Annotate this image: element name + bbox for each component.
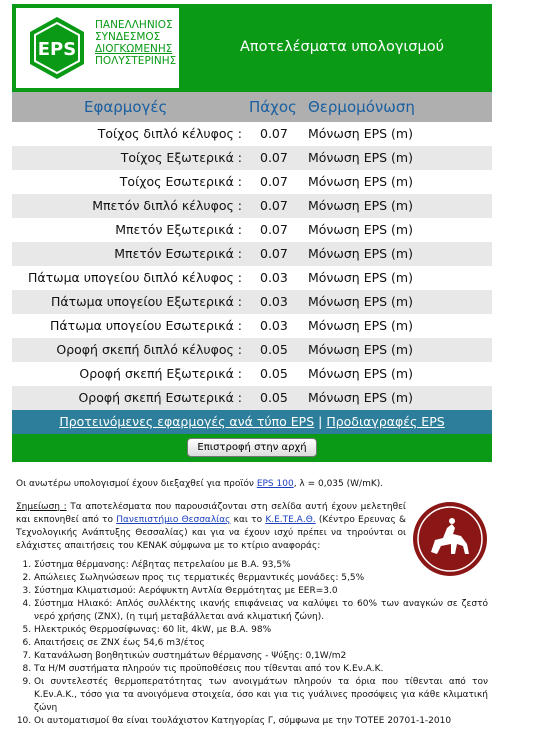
list-item: 7. Κατανάλωση βοηθητικών συστημάτων θέρμανσης - Ψύξης: 0,1W/m2: [34, 650, 488, 663]
table-header: [12, 92, 492, 122]
list-item: 5. Ηλεκτρικός Θερμοσίφωνας: 60 lit, 4kW, με Β.Α. 98%: [34, 624, 488, 637]
row-thickness: 0.05: [260, 390, 288, 405]
row-thickness: 0.03: [260, 294, 288, 309]
eps-logo[interactable]: [16, 8, 179, 88]
university-seal-icon: [411, 500, 489, 578]
list-item: 3. Σύστημα Κλιματισμού: Αερόψυκτη Αντλία Θερμότητας με EER=3.0: [34, 585, 488, 598]
row-thickness: 0.07: [260, 198, 288, 213]
row-application: Μπετόν Εξωτερικά :: [115, 222, 242, 237]
row-application: Οροφή σκεπή Εσωτερικά :: [78, 390, 242, 405]
row-insulation: Μόνωση EPS (m): [308, 222, 413, 237]
calc-note-suffix: , λ = 0,035 (W/mK).: [293, 479, 384, 489]
row-application: Τοίχος Εξωτερικά :: [120, 150, 242, 165]
row-application: Μπετόν διπλό κέλυφος :: [92, 198, 242, 213]
row-application: Πάτωμα υπογείου διπλό κέλυφος :: [27, 270, 242, 285]
row-insulation: Μόνωση EPS (m): [308, 318, 413, 333]
row-insulation: Μόνωση EPS (m): [308, 198, 413, 213]
row-application: Οροφή σκεπή διπλό κέλυφος :: [56, 342, 242, 357]
remark-text: Τα αποτελέσματα που παρουσιάζονται στη σελίδα αυτή έχουν μελετηθεί και εκπονηθεί από το: [16, 502, 406, 525]
keteath-link[interactable]: Κ.Ε.ΤΕ.Α.Θ.: [265, 515, 316, 525]
table-row: [12, 146, 492, 170]
row-thickness: 0.05: [260, 366, 288, 381]
row-thickness: 0.07: [260, 222, 288, 237]
page-header: [12, 4, 492, 92]
row-application: Οροφή σκεπή Εξωτερικά :: [79, 366, 242, 381]
column-header-applications: Εφαρμογές: [84, 98, 168, 116]
row-thickness: 0.07: [260, 150, 288, 165]
column-header-thickness: Πάχος: [249, 98, 297, 116]
table-row: [12, 290, 492, 314]
list-item: 1. Σύστημα θέρμανσης: Λέβητας πετρελαίου με Β.Α. 93,5%: [34, 559, 488, 572]
row-thickness: 0.03: [260, 318, 288, 333]
logo-brand-text: [95, 19, 176, 67]
list-item: 10. Οι αυτοματισμοί θα είναι τουλάχιστον Κατηγορίας Γ, σύμφωνα με την ΤΟΤΕΕ 20701-1-2010: [34, 715, 488, 728]
row-thickness: 0.07: [260, 174, 288, 189]
row-application: Πάτωμα υπογείου Εσωτερικά :: [50, 318, 242, 333]
table-row: [12, 362, 492, 386]
row-insulation: Μόνωση EPS (m): [308, 246, 413, 261]
calc-note-prefix: Οι ανωτέρω υπολογισμοί έχουν διεξαχθεί για προϊόν: [16, 479, 257, 489]
requirements-list: [16, 559, 488, 728]
recommended-applications-link[interactable]: Προτεινόμενες εφαρμογές ανά τύπο EPS: [59, 414, 315, 429]
remark-label: Σημείωση :: [16, 502, 67, 512]
eps-specifications-link[interactable]: Προδιαγραφές EPS: [326, 414, 445, 429]
list-item: 6. Απαιτήσεις σε ΖΝΧ έως 54,6 m3/έτος: [34, 637, 488, 650]
calculation-note: [16, 478, 488, 491]
row-insulation: Μόνωση EPS (m): [308, 294, 413, 309]
list-item: 2. Απώλειες Σωληνώσεων προς τις τερματικές θερμαντικές μονάδες: 5,5%: [34, 572, 488, 585]
eps-hexagon-icon: [24, 15, 90, 81]
row-thickness: 0.07: [260, 126, 288, 141]
links-separator: |: [314, 414, 327, 429]
table-row: [12, 194, 492, 218]
remark-paragraph: [16, 501, 406, 553]
row-insulation: Μόνωση EPS (m): [308, 342, 413, 357]
university-thessaly-link[interactable]: Πανεπιστήμιο Θεσσαλίας: [116, 515, 231, 525]
row-application: Τοίχος Εσωτερικά :: [119, 174, 242, 189]
row-insulation: Μόνωση EPS (m): [308, 270, 413, 285]
logo-badge-text: EPS: [37, 39, 77, 60]
row-thickness: 0.03: [260, 270, 288, 285]
row-thickness: 0.07: [260, 246, 288, 261]
row-application: Μπετόν Εσωτερικά :: [114, 246, 242, 261]
table-row: [12, 266, 492, 290]
row-insulation: Μόνωση EPS (m): [308, 150, 413, 165]
list-item: 8. Τα Η/Μ συστήματα πληρούν τις προϋποθέσεις που τίθενται από τον Κ.Εν.Α.Κ.: [34, 663, 488, 676]
table-row: [12, 170, 492, 194]
eps100-link[interactable]: EPS 100: [256, 479, 294, 489]
table-row: [12, 314, 492, 338]
list-item: 4. Σύστημα Ηλιακό: Απλός συλλέκτης ικανής επιφάνειας να καλύψει το 60% των αναγκών σε ζεστό νερό χρήσης (ΖΝΧ), (η τιμή μεταβάλλεται ανά κλιματική ζώνη).: [34, 598, 488, 624]
row-application: Τοίχος διπλό κέλυφος :: [97, 126, 242, 141]
table-row: [12, 242, 492, 266]
links-bar: [12, 410, 492, 434]
row-application: Πάτωμα υπογείου Εξωτερικά :: [50, 294, 242, 309]
row-insulation: Μόνωση EPS (m): [308, 174, 413, 189]
column-header-insulation: Θερμομόνωση: [308, 98, 415, 116]
row-insulation: Μόνωση EPS (m): [308, 366, 413, 381]
remark-text: (Κέντρο Ερευνας & Τεχνολογικής Ανάπτυξης Θεσσαλίας) και για να έχουν ισχύ πρέπει να τηρούνται οι ελάχιστες απαιτήσεις του ΚΕΝΑΚ σύμφωνα με το κτίριο αναφοράς:: [16, 515, 406, 551]
list-item: 9. Οι συντελεστές θερμοπερατότητας των ανοιγμάτων πληρούν τα όρια που τίθενται από τον Κ.Εν.Α.Κ., τόσο για τα ανοιγόμενα στοιχεία, όσο και για τις γυάλινες προσόψεις για κάθε κλιματική ζώνη: [34, 676, 488, 715]
logo-line: ΠΟΛΥΣΤΕΡΙΝΗΣ: [95, 55, 177, 67]
table-row: [12, 218, 492, 242]
table-row: [12, 338, 492, 362]
row-thickness: 0.05: [260, 342, 288, 357]
table-row: [12, 122, 492, 146]
row-insulation: Μόνωση EPS (m): [308, 390, 413, 405]
logo-line: ΣΥΝΔΕΣΜΟΣ: [95, 31, 161, 43]
page-title: Αποτελέσματα υπολογισμού: [240, 39, 444, 55]
results-table: [12, 122, 492, 410]
logo-line: ΠΑΝΕΛΛΗΝΙΟΣ: [95, 19, 173, 31]
table-row: [12, 386, 492, 410]
results-frame: [12, 4, 492, 462]
back-bar: [12, 434, 492, 462]
remark-text: και το: [230, 515, 266, 525]
back-to-start-button[interactable]: Επιστροφή στην αρχή: [187, 438, 317, 457]
logo-line: ΔΙΟΓΚΩΜΕΝΗΣ: [95, 43, 173, 55]
row-insulation: Μόνωση EPS (m): [308, 126, 413, 141]
